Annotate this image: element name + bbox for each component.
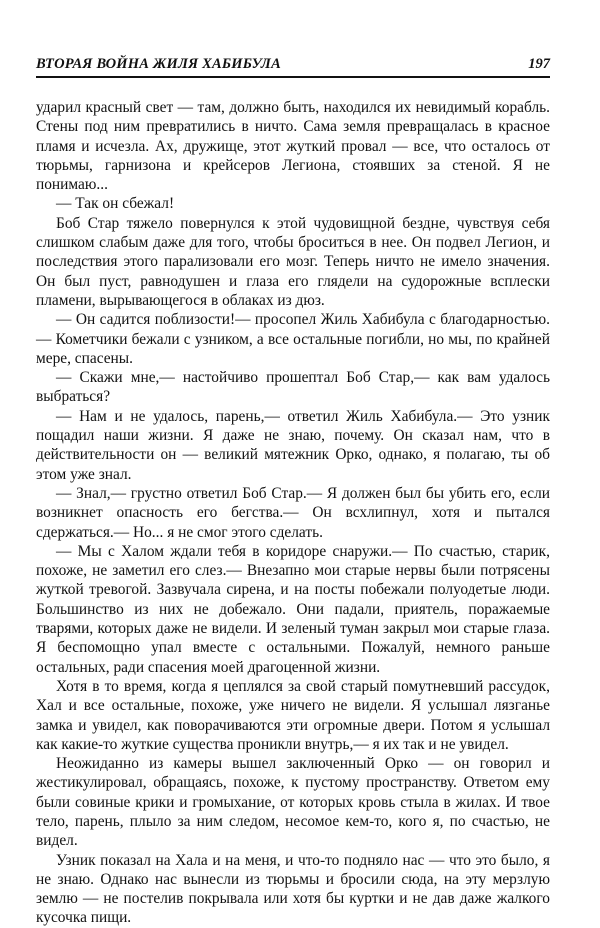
running-title: ВТОРАЯ ВОЙНА ЖИЛЯ ХАБИБУЛА (36, 56, 281, 72)
paragraph: — Так он сбежал! (56, 195, 175, 213)
paragraph: — Он садится поблизости!— просопел Жиль Хабибула с благодарностью.— Кометчики бежали с узником, а все остальные погибли, но мы, по крайней мере, спасены. (36, 311, 550, 367)
paragraph: — Скажи мне,— настойчиво прошептал Боб Стар,— как вам удалось выбраться? (36, 369, 550, 406)
page-header (36, 50, 550, 78)
paragraph: — Мы с Халом ждали тебя в коридоре снаружи.— По счастью, старик, похоже, не заметил его слез.— Внезапно мои старые нервы были потрясены жуткой тревогой. Зазвучала сирена, и на посты побежали полуодетые люди. Большинство из них не добежало. Они падали, приятель, поражаемые тварями, которых даже не видели. И зеленый туман закрыл мои старые глаза. Я беспомощно упал вместе с остальными. Пожалуй, немного раньше остальных, ради спасения моей драгоценной жизни. (36, 542, 550, 676)
paragraph: Узник показал на Хала и на меня, и что-то подняло нас — что это было, я не знаю. Однако нас вынесли из тюрьмы и бросили сюда, на эту мерзлую землю — не постелив покрывала или хотя бы куртки и не дав даже жалкого кусочка пищи. (36, 851, 550, 927)
paragraph: ударил красный свет — там, должно быть, находился их невидимый корабль. Стены под ним превратились в ничто. Сама земля превращалась в красное пламя и исчезла. Ах, дружище, этот жуткий провал — все, что осталось от тюрьмы, гарнизона и крейсеров Легиона, стоявших за стеной. Я не понимаю... (36, 99, 550, 194)
paragraph: Неожиданно из камеры вышел заключенный Орко — он говорил и жестикулировал, обращаясь, похоже, к пустому пространству. Ответом ему были совиные крики и громыхание, от которых кровь стыла в жилах. И твое тело, парень, плыло за ним следом, несомое кем-то, кого я, по счастью, не видел. (36, 755, 550, 850)
body-text (36, 98, 550, 928)
paragraph: Хотя в то время, когда я цеплялся за свой старый помутневший рассудок, Хал и все остальные, похоже, уже ничего не видели. Я услышал лязганье замка и увидел, как поворачиваются эти огромные двери. Потом я услышал как какие-то жуткие существа проникли внутрь,— я их так и не увидел. (36, 677, 550, 753)
paragraph: — Знал,— грустно ответил Боб Стар.— Я должен был бы убить его, если возникнет опасность его бегства.— Он всхлипнул, хотя и пытался сдержаться.— Но... я не смог этого сделать. (36, 484, 550, 541)
page-number: 197 (528, 56, 550, 72)
paragraph: Боб Стар тяжело повернулся к этой чудовищной бездне, чувствуя себя слишком слабым даже для того, чтобы броситься в нее. Он подвел Легион, и последствия этого парализовали его мозг. Теперь ничто не имело значения. Он был пуст, равнодушен и глаза его глядели на судорожные всплески пламени, вырывающегося в облаках из дюз. (36, 214, 550, 309)
paragraph: — Нам и не удалось, парень,— ответил Жиль Хабибула.— Это узник пощадил наши жизни. Я даже не знаю, почему. Он сказал нам, что в действительности он — великий мятежник Орко, однако, я полагаю, ты об этом уже знал. (36, 407, 550, 483)
